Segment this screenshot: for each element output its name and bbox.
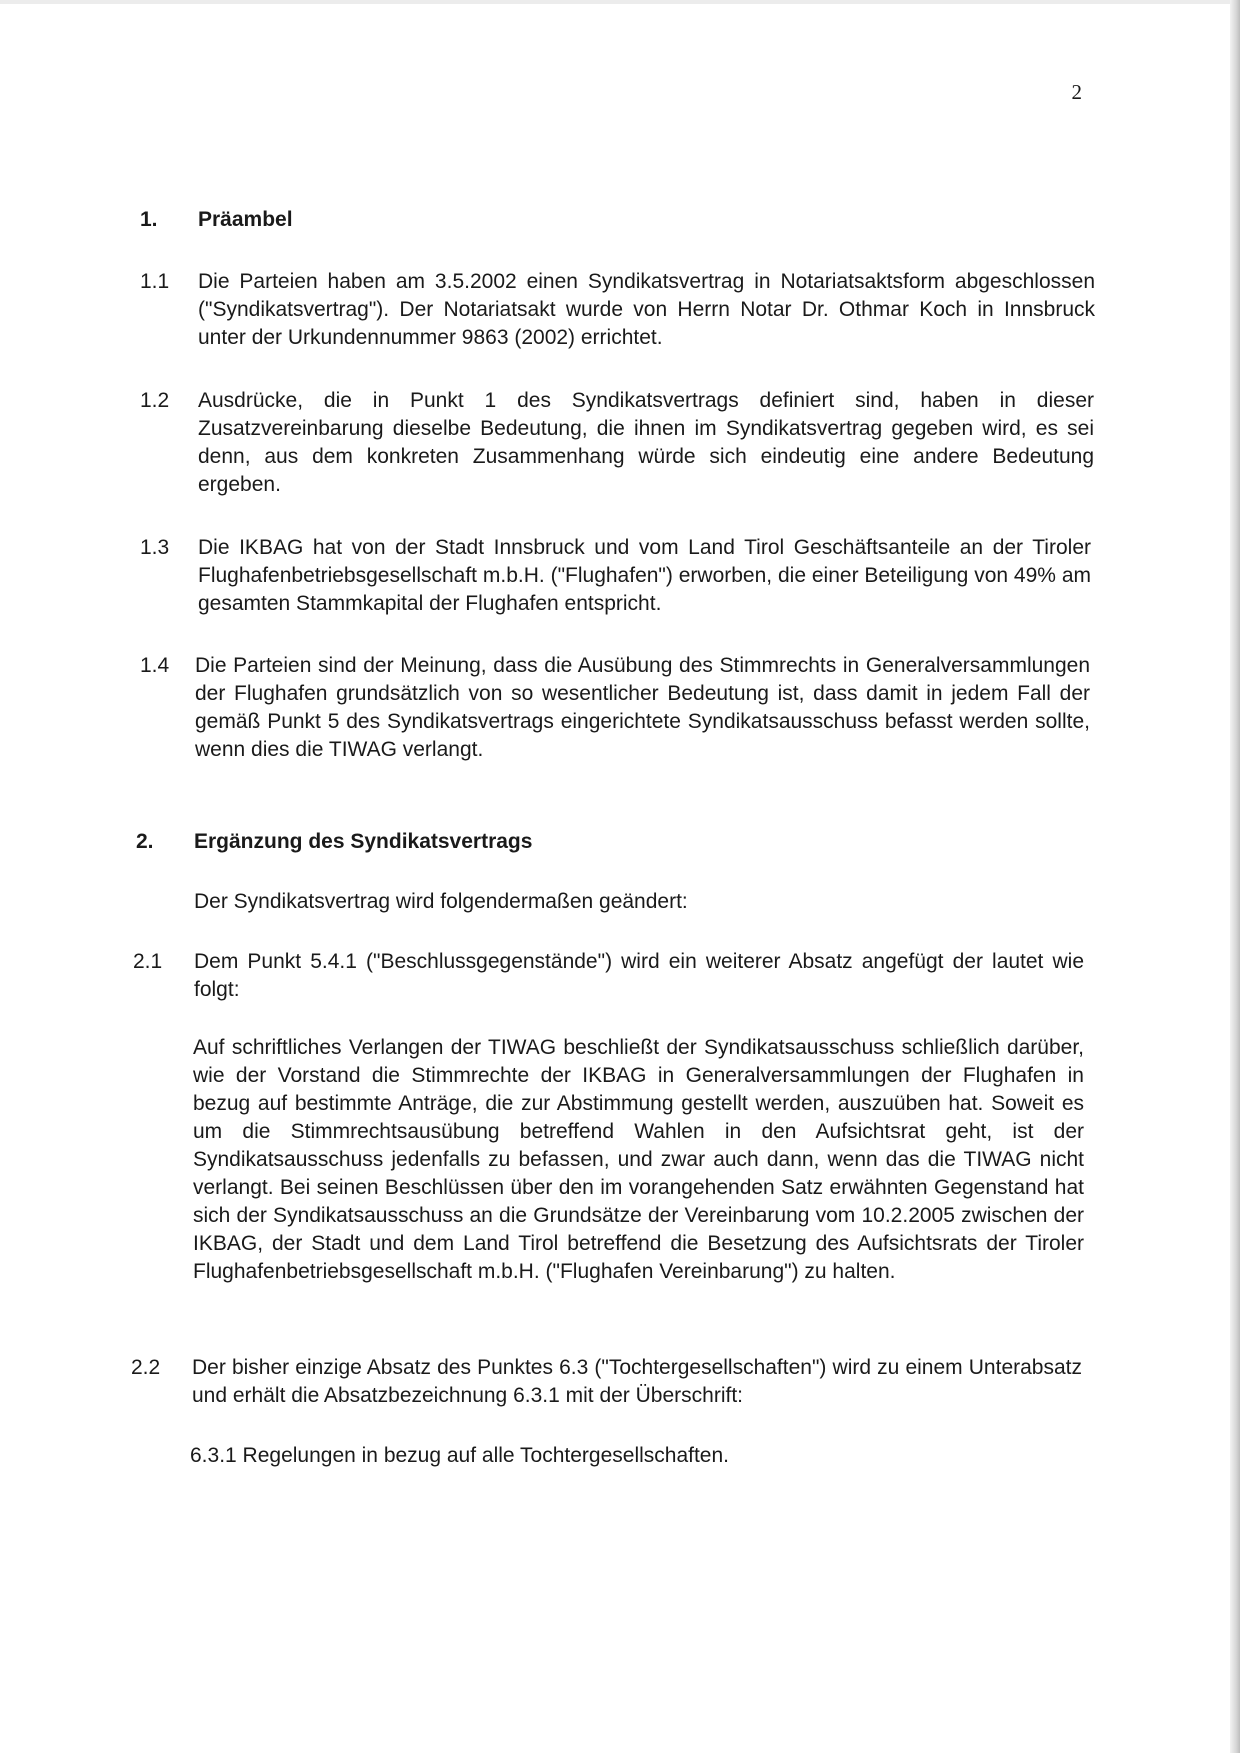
section-number: 1. [140,208,158,231]
clause-text: Die Parteien haben am 3.5.2002 einen Syndikatsvertrag in Notariatsaktsform abgeschlossen ("Syndikatsvertrag"). Der Notariatsakt wurde von Herrn Notar Dr. Othmar Koch in Innsbruck unter der Urkundennummer 9863 (2002) errichtet. [198,270,1095,349]
clause-text: Die IKBAG hat von der Stadt Innsbruck und vom Land Tirol Geschäftsanteile an der Tiroler Flughafenbetriebsgesellschaft m.b.H. ("Flughafen") erworben, die einer Beteiligung von 49% am gesamten Stammkapital der Flughafen entspricht. [198,536,1091,615]
section-heading-1 [140,208,1040,236]
section-title: Präambel [198,208,293,231]
page-number: 2 [1071,80,1082,104]
clause-number: 1.3 [140,536,170,559]
clause-number: 1.2 [140,389,170,412]
section-heading-2 [136,830,1036,858]
clause-1-4 [140,652,1095,772]
clause-text: Ausdrücke, die in Punkt 1 des Syndikatsvertrags definiert sind, haben in dieser Zusatzvereinbarung dieselbe Bedeutung, die ihnen im Syndikatsvertrag gegeben wird, es sei denn, aus dem konkreten Zusammenhang würde sich eindeutig eine andere Bedeutung ergeben. [198,389,1094,496]
clause-1-1 [140,268,1095,358]
clause-2-1 [133,948,1088,1008]
clause-text: Die Parteien sind der Meinung, dass die Ausübung des Stimmrechts in Generalversammlungen der Flughafen grundsätzlich von so wesentlicher Bedeutung ist, dass damit in jedem Fall der gemäß Punkt 5 des Syndikatsvertrags eingerichtete Syndikatsausschuss befasst werden sollte, wenn dies die TIWAG verlangt. [195,654,1090,761]
section-intro: Der Syndikatsvertrag wird folgendermaßen geändert: [194,890,688,913]
clause-text: Dem Punkt 5.4.1 ("Beschlussgegenstände") wird ein weiterer Absatz angefügt der lautet wie folgt: [194,950,1084,1001]
clause-1-2 [140,387,1095,502]
clause-text: Der bisher einzige Absatz des Punktes 6.3 ("Tochtergesellschaften") wird zu einem Unterabsatz und erhält die Absatzbezeichnung 6.3.1 mit der Überschrift: [192,1356,1082,1407]
scan-edge-top [0,0,1240,4]
scan-edge-right [1230,0,1240,1753]
clause-2-2 [131,1354,1086,1414]
clause-number: 1.1 [140,270,170,293]
section-title: Ergänzung des Syndikatsvertrags [194,830,533,853]
clause-number: 1.4 [140,654,170,677]
section-number: 2. [136,830,154,853]
clause-1-3 [140,534,1095,624]
subclause-heading: 6.3.1 Regelungen in bezug auf alle Tochtergesellschaften. [190,1444,729,1467]
inserted-paragraph: Auf schriftliches Verlangen der TIWAG beschließt der Syndikatsausschuss schließlich darüber, wie der Vorstand die Stimmrechte der IKBAG in Generalversammlungen der Flughafen in bezug auf bestimmte Anträge, die zur Abstimmung gestellt werden, auszuüben hat. Soweit es um die Stimmrechtsausübung betreffend Wahlen in den Aufsichtsrat geht, ist der Syndikatsausschuss jedenfalls zu befassen, und zwar auch dann, wenn das die TIWAG nicht verlangt. Bei seinen Beschlüssen über den im vorangehenden Satz erwähnten Gegenstand hat sich der Syndikatsausschuss an die Grundsätze der Vereinbarung vom 10.2.2005 zwischen der IKBAG, der Stadt und dem Land Tirol betreffend die Besetzung des Aufsichtsrats der Tiroler Flughafenbetriebsgesellschaft m.b.H. ("Flughafen Vereinbarung") zu halten. [193,1036,1084,1283]
clause-number: 2.2 [131,1356,161,1379]
clause-number: 2.1 [133,950,163,973]
